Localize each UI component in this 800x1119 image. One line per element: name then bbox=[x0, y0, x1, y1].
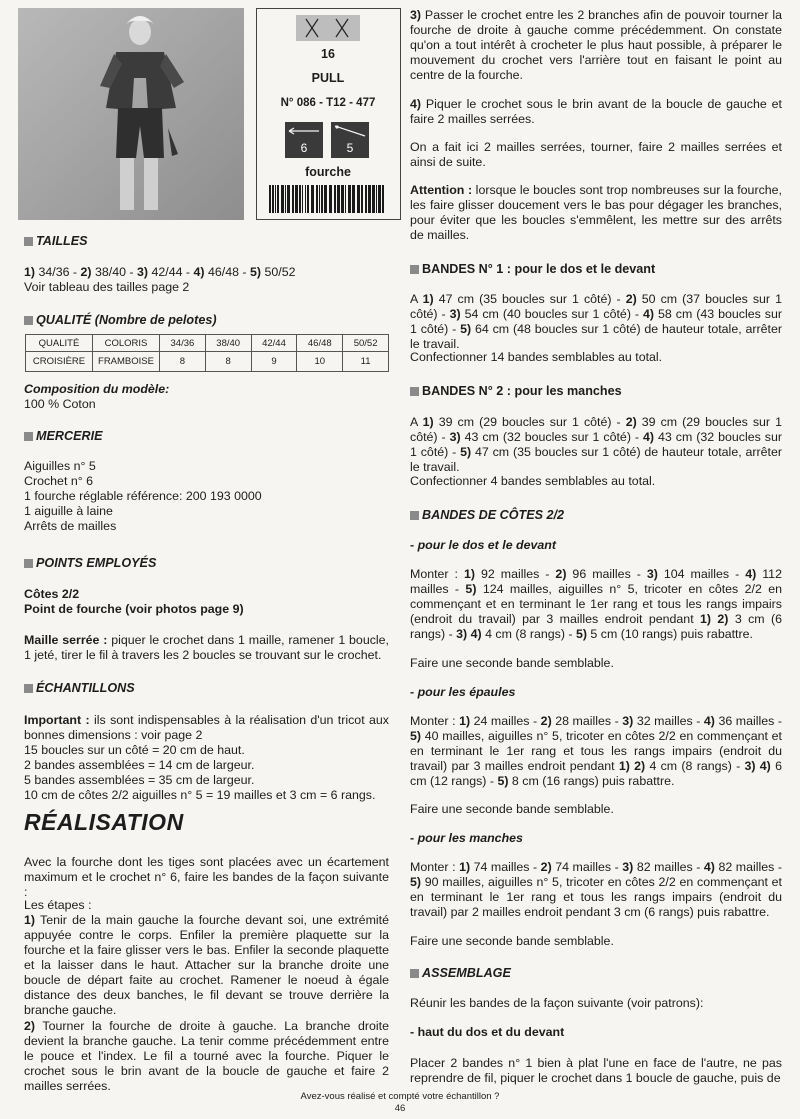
table-header-cell: 46/48 bbox=[297, 335, 343, 352]
table-header-cell: QUALITÉ bbox=[26, 335, 93, 352]
attention-note: Attention : lorsque le boucles sont trop nombreuses sur la fourche, les faire glisser doucement vers le bas pour dégager les branches, pour éviter que les boucles s'emmêlent, les mettre sur des arrêts de mailles. bbox=[410, 183, 782, 242]
cotes-manches-heading: - pour les manches bbox=[410, 831, 523, 845]
table-cell: 8 bbox=[160, 352, 206, 372]
section-marker-icon bbox=[24, 432, 33, 441]
table-cell: CROISIÈRE bbox=[26, 352, 93, 372]
tailles-heading: TAILLES bbox=[24, 234, 389, 249]
list-item: Arrêts de mailles bbox=[24, 519, 117, 533]
section-marker-icon bbox=[410, 387, 419, 396]
page-number: 46 bbox=[394, 1103, 406, 1114]
step-4: 4) Piquer le crochet sous le brin avant de la boucle de gauche et faire 2 mailles serrées. bbox=[410, 97, 782, 126]
point-cotes: Côtes 2/2 bbox=[24, 587, 80, 601]
table-cell: 10 bbox=[297, 352, 343, 372]
barcode-icon bbox=[267, 185, 389, 213]
model-photo-image bbox=[18, 8, 244, 220]
section-marker-icon bbox=[410, 969, 419, 978]
section-marker-icon bbox=[24, 559, 33, 568]
bandes1-heading: BANDES N° 1 : pour le dos et le devant bbox=[410, 262, 782, 277]
crochet-hook-icon bbox=[331, 123, 369, 139]
tailles-list: 1) 34/36 - 2) 38/40 - 3) 42/44 - 4) 46/48 - 5) 50/52 bbox=[24, 265, 296, 279]
list-item: Aiguilles n° 5 bbox=[24, 459, 96, 473]
point-fourche: Point de fourche (voir photos page 9) bbox=[24, 602, 244, 616]
realisation-title: RÉALISATION bbox=[24, 809, 184, 835]
pattern-type: PULL bbox=[311, 71, 345, 85]
maille-serree: Maille serrée : piquer le crochet dans 1 maille, ramener 1 boucle, 1 jeté, tirer le fil à travers les 2 boucles se trouvant sur le crochet. bbox=[24, 633, 389, 662]
assemblage-heading: ASSEMBLAGE bbox=[410, 966, 782, 981]
realisation-intro: Avec la fourche dont les tiges sont placées avec un écartement maximum et le crochet n° 6, faire les bandes de la façon suivante : bbox=[24, 855, 389, 899]
list-item: 15 boucles sur un côté = 20 cm de haut. bbox=[24, 743, 245, 757]
qualite-heading: QUALITÉ (Nombre de pelotes) bbox=[24, 313, 389, 328]
cotes-epaules-note: Faire une seconde bande semblable. bbox=[410, 802, 614, 816]
cotes-epaules-heading: - pour les épaules bbox=[410, 685, 516, 699]
section-marker-icon bbox=[410, 511, 419, 520]
etapes-label: Les étapes : bbox=[24, 898, 92, 912]
quality-table bbox=[25, 334, 389, 372]
table-header-cell: 42/44 bbox=[251, 335, 297, 352]
table-header-cell: COLORIS bbox=[93, 335, 160, 352]
cotes-dos-heading: - pour le dos et le devant bbox=[410, 538, 556, 552]
bandes2-heading: BANDES N° 2 : pour les manches bbox=[410, 384, 782, 399]
footer-reminder: Avez-vous réalisé et compté votre échantillon ? bbox=[300, 1091, 500, 1102]
cotes-manches-note: Faire une seconde bande semblable. bbox=[410, 934, 614, 948]
section-marker-icon bbox=[24, 316, 33, 325]
section-marker-icon bbox=[410, 265, 419, 274]
pattern-reference: N° 086 - T12 - 477 bbox=[280, 97, 376, 109]
table-header-cell: 50/52 bbox=[343, 335, 389, 352]
bandes2-note: Confectionner 4 bandes semblables au total. bbox=[410, 474, 656, 488]
points-heading: POINTS EMPLOYÉS bbox=[24, 556, 389, 571]
table-header-cell: 34/36 bbox=[160, 335, 206, 352]
hook-size-box bbox=[331, 122, 369, 158]
needle-size-box bbox=[285, 122, 323, 158]
list-item: 5 bandes assemblées = 35 cm de largeur. bbox=[24, 773, 255, 787]
step-3: 3) Passer le crochet entre les 2 branches afin de pouvoir tourner la fourche de droite à gauche comme précédemment. On constate qu'on a tout intérêt à crocheter le plus haut possible, à préparer le mouvement du crochet vers l'arrière tout en faisant le point au centre de la fourche. bbox=[410, 8, 782, 82]
table-header-row bbox=[26, 335, 389, 352]
list-item: 1 fourche réglable référence: 200 193 0000 bbox=[24, 489, 262, 503]
pattern-number: 16 bbox=[321, 47, 335, 61]
tool-label: fourche bbox=[305, 165, 351, 179]
pattern-card bbox=[256, 8, 401, 220]
bandes1-note: Confectionner 14 bandes semblables au total. bbox=[410, 350, 663, 364]
stitch-symbols-icon bbox=[296, 15, 360, 41]
assemblage-text: Placer 2 bandes n° 1 bien à plat l'une en face de l'autre, ne pas reprendre de fil, piquer le crochet dans 1 boucle de gauche, puis de bbox=[410, 1056, 782, 1085]
cotes-dos-text: Monter : 1) 92 mailles - 2) 96 mailles - 3) 104 mailles - 4) 112 mailles - 5) 124 mailles, aiguilles n° 5, tricoter en côtes 2/2 en commençant et en terminant le 1er rang et tous les rangs impairs (endroit du travail) par 3 mailles endroit pendant 1) 2) 3 cm (6 rangs) - 3) 4) 4 cm (8 rangs) - 5) 5 cm (10 rangs) puis rabattre. bbox=[410, 567, 782, 641]
table-cell: 9 bbox=[251, 352, 297, 372]
assemblage-sub: - haut du dos et du devant bbox=[410, 1025, 565, 1039]
cotes-epaules-text: Monter : 1) 24 mailles - 2) 28 mailles - 3) 32 mailles - 4) 36 mailles - 5) 40 mailles, aiguilles n° 5, tricoter en côtes 2/2 en commençant et en terminant le 1er rang et tous les rangs impairs (endroit du travail) par 3 mailles endroit pendant 1) 2) 4 cm (8 rangs) - 3) 4) 6 cm (12 rangs) - 5) 8 cm (16 rangs) puis rabattre. bbox=[410, 714, 782, 788]
step-2: 2) Tourner la fourche de droite à gauche. La branche droite devient la branche gauche. La tenir comme précédemment entre le pouce et l'index. Le fil a tourné avec la fourche. Piquer le crochet sous le brin avant de la boucle de gauche et faire 2 mailles serrées. bbox=[24, 1019, 389, 1093]
composition-value: 100 % Coton bbox=[24, 397, 96, 411]
bandes1-text: A 1) 47 cm (35 boucles sur 1 côté) - 2) 50 cm (37 boucles sur 1 côté) - 3) 54 cm (40 boucles sur 1 côté) - 4) 58 cm (43 boucles sur 1 côté) - 5) 64 cm (48 boucles sur 1 côté) de hauteur totale, arrêter le travail. bbox=[410, 292, 782, 351]
important-note: Important : ils sont indispensables à la réalisation d'un tricot aux bonnes dimensions : voir page 2 bbox=[24, 713, 389, 742]
hook-size: 5 bbox=[346, 141, 354, 155]
echantillons-heading: ÉCHANTILLONS bbox=[24, 681, 389, 696]
on-a-fait: On a fait ici 2 mailles serrées, tourner, faire 2 mailles serrées et ainsi de suite. bbox=[410, 140, 782, 169]
mercerie-heading: MERCERIE bbox=[24, 429, 389, 444]
mercerie-list bbox=[24, 459, 389, 534]
model-photo bbox=[18, 8, 244, 220]
composition-label: Composition du modèle: bbox=[24, 382, 170, 396]
echantillons-list bbox=[24, 743, 389, 803]
table-row bbox=[26, 352, 389, 372]
section-marker-icon bbox=[24, 684, 33, 693]
needle-size: 6 bbox=[300, 141, 308, 155]
table-cell: FRAMBOISE bbox=[93, 352, 160, 372]
tailles-note: Voir tableau des tailles page 2 bbox=[24, 280, 190, 294]
cotes-manches-text: Monter : 1) 74 mailles - 2) 74 mailles - 3) 82 mailles - 4) 82 mailles - 5) 90 mailles, aiguilles n° 5, tricoter en côtes 2/2 en commençant et en terminant le 1er rang et tous les rangs impairs (endroit du travail) par 2 mailles endroit pendant 3 cm (6 rangs) puis rabattre. bbox=[410, 860, 782, 919]
table-cell: 11 bbox=[343, 352, 389, 372]
list-item: 1 aiguille à laine bbox=[24, 504, 113, 518]
step-1: 1) Tenir de la main gauche la fourche devant soi, une extrémité appuyée contre le corps. Enfiler la première plaquette sur la fourche et la faire glisser vers le bas. Enfiler la seconde plaquette et la laisser dans le haut. Attacher sur la branche droite une boucle de départ faite au crochet. Ramener le noeud à égale distance des deux banches, le fil devant se trouve derrière la branche gauche. bbox=[24, 913, 389, 1017]
cotes-dos-note: Faire une seconde bande semblable. bbox=[410, 656, 614, 670]
needle-icon bbox=[285, 124, 323, 138]
table-header-cell: 38/40 bbox=[205, 335, 251, 352]
assemblage-intro: Réunir les bandes de la façon suivante (voir patrons): bbox=[410, 996, 704, 1010]
list-item: 10 cm de côtes 2/2 aiguilles n° 5 = 19 mailles et 3 cm = 6 rangs. bbox=[24, 788, 376, 802]
list-item: 2 bandes assemblées = 14 cm de largeur. bbox=[24, 758, 255, 772]
table-cell: 8 bbox=[205, 352, 251, 372]
bandes2-text: A 1) 39 cm (29 boucles sur 1 côté) - 2) 39 cm (29 boucles sur 1 côté) - 3) 43 cm (32 boucles sur 1 côté) - 4) 43 cm (32 boucles sur 1 côté) - 5) 47 cm (35 boucles sur 1 côté) de hauteur totale, arrêter le travail. bbox=[410, 415, 782, 474]
list-item: Crochet n° 6 bbox=[24, 474, 94, 488]
section-marker-icon bbox=[24, 237, 33, 246]
cotes-heading: BANDES DE CÔTES 2/2 bbox=[410, 508, 782, 523]
